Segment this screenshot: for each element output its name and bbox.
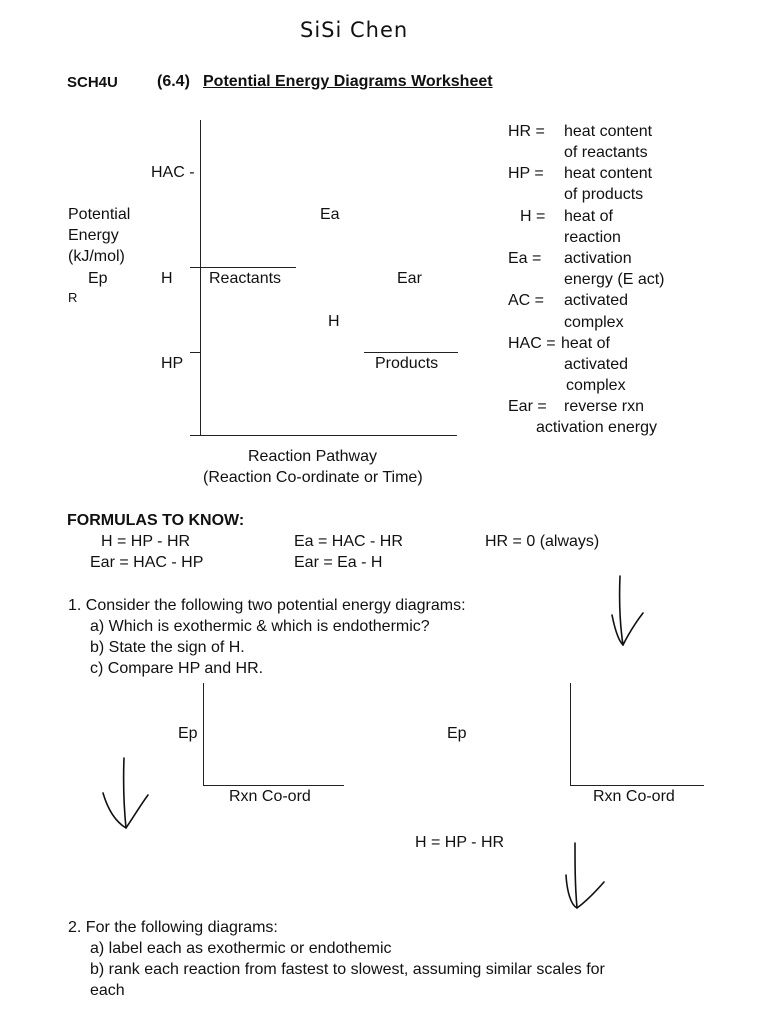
formulas-heading: FORMULAS TO KNOW:	[67, 512, 245, 529]
arrow-down-icon	[566, 843, 604, 908]
handwritten-name: SiSi Chen	[300, 18, 409, 42]
definition-text: heat of	[561, 335, 610, 352]
definition-term: HP =	[508, 165, 544, 182]
formula-ea: Ea = HAC - HR	[294, 533, 403, 550]
y-axis-label-line2: Energy	[68, 227, 119, 244]
definition-text: heat content	[564, 165, 653, 182]
arrow-down-icon	[612, 576, 643, 645]
h-label: H	[161, 270, 173, 287]
question1-part-a: a) Which is exothermic & which is endothermic?	[90, 618, 430, 635]
delta-h-label: H	[328, 313, 340, 330]
formula-ear-hac: Ear = HAC - HP	[90, 554, 204, 571]
definition-text: heat content	[564, 123, 653, 140]
definition-term: HR =	[508, 123, 545, 140]
y-axis-label-line1: Potential	[68, 206, 131, 223]
ear-label: Ear	[397, 270, 422, 287]
definition-text: reaction	[564, 229, 621, 246]
question2-part-a: a) label each as exothermic or endothemic	[90, 940, 392, 957]
definition-term: H =	[520, 208, 546, 225]
definition-text: activation	[564, 250, 632, 267]
definition-term: Ear =	[508, 398, 547, 415]
definition-term: Ea =	[508, 250, 542, 267]
y-axis-label-line3: (kJ/mol)	[68, 248, 125, 265]
q1-right-x-label: Rxn Co-ord	[593, 788, 675, 805]
r-label: R	[68, 290, 78, 305]
question2-part-b-line2: each	[90, 982, 125, 999]
hac-tick-label: HAC -	[151, 164, 195, 181]
q1-formula: H = HP - HR	[415, 834, 505, 851]
definition-term: AC =	[508, 292, 545, 309]
x-axis-label-line1: Reaction Pathway	[248, 448, 377, 465]
products-label: Products	[375, 355, 439, 372]
definition-text: of products	[564, 186, 644, 203]
ep-label: Ep	[88, 270, 108, 287]
definition-text: complex	[564, 314, 624, 331]
course-code: SCH4U	[67, 74, 118, 91]
question2-part-b-line1: b) rank each reaction from fastest to slowest, assuming similar scales for	[90, 961, 605, 978]
arrow-down-icon	[103, 758, 148, 828]
definition-text: activated	[564, 292, 629, 309]
definition-text: reverse rxn	[564, 398, 645, 415]
x-axis-label-line2: (Reaction Co-ordinate or Time)	[203, 469, 423, 486]
q1-right-ep-label: Ep	[447, 725, 467, 742]
question1-part-c: c) Compare HP and HR.	[90, 660, 264, 677]
definition-text: heat of	[564, 208, 613, 225]
question1-stem: 1. Consider the following two potential energy diagrams:	[68, 597, 466, 614]
definition-text: of reactants	[564, 144, 648, 161]
definition-text: activation energy	[536, 419, 657, 436]
ea-label: Ea	[320, 206, 340, 223]
section-number: (6.4)	[157, 73, 190, 90]
question2-stem: 2. For the following diagrams:	[68, 919, 278, 936]
formula-hr: HR = 0 (always)	[485, 533, 600, 550]
reactants-label: Reactants	[209, 270, 282, 287]
formula-delta-h: H = HP - HR	[101, 533, 191, 550]
q1-left-x-label: Rxn Co-ord	[229, 788, 311, 805]
question1-part-b: b) State the sign of H.	[90, 639, 245, 656]
definition-text: activated	[564, 356, 629, 373]
definition-text: complex	[566, 377, 626, 394]
page-title: Potential Energy Diagrams Worksheet	[203, 73, 493, 90]
formula-ear-ea: Ear = Ea - H	[294, 554, 383, 571]
definition-term: HAC =	[508, 335, 556, 352]
hp-label: HP	[161, 355, 184, 372]
q1-left-ep-label: Ep	[178, 725, 198, 742]
definition-text: energy (E act)	[564, 271, 665, 288]
